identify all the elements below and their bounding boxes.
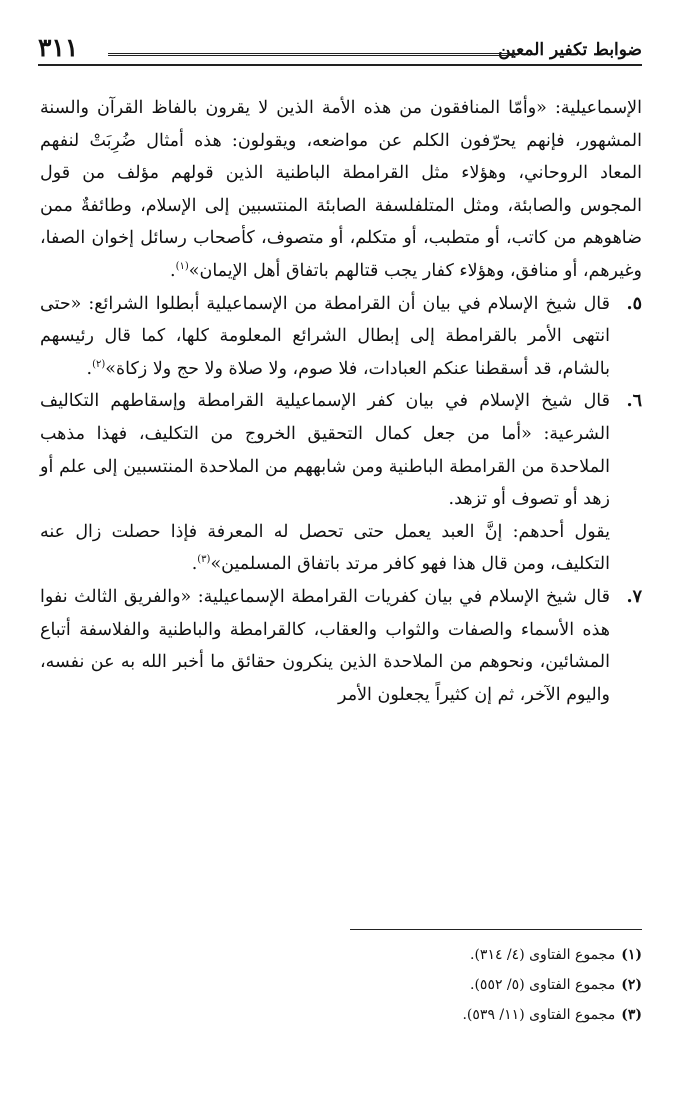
item-body: قال شيخ الإسلام في بيان كفر الإسماعيلية القرامطة وإسقاطهم التكاليف الشرعية: «أما من جعل كمال التحقيق الخروج من التكليف، فهذا مذهب الملاحدة من القرامطة الباطنية ومن شابههم من الملاحدة المنتسبين إلى علم أو زهد أو تصوف أو تزهد. xyxy=(40,391,610,510)
footnote xyxy=(40,970,642,1000)
list-item xyxy=(40,581,642,711)
footnote-ref: (١) xyxy=(175,261,189,273)
footnote-separator xyxy=(350,929,642,930)
paragraph-end: . xyxy=(86,358,93,379)
paragraph-text xyxy=(40,516,610,581)
footnote-ref: (٢) xyxy=(92,358,106,370)
list-item xyxy=(40,385,642,515)
item-body: قال شيخ الإسلام في بيان أن القرامطة من الإسماعيلية أبطلوا الشرائع: «حتى انتهى الأمر بالقرامطة إلى إبطال الشرائع المعلومة كلها، كما قال رئيسهم بالشام، قد أسقطنا عنكم العبادات، فلا صوم، ولا صلاة ولا حج ولا زكاة» xyxy=(40,293,610,379)
footnotes xyxy=(40,940,642,1030)
item-number: ٦. xyxy=(626,391,642,412)
paragraph-continuation xyxy=(40,92,642,288)
footnote-text: مجموع الفتاوى (٥/ ٥٥٢). xyxy=(470,977,616,993)
item-number: ٧. xyxy=(626,586,642,607)
footnote xyxy=(40,1000,642,1030)
header-title: ضوابط تكفير المعين xyxy=(498,40,642,60)
paragraph-text: الإسماعيلية: «وأمّا المنافقون من هذه الأمة الذين لا يقرون بالفاظ القرآن والسنة المشهور، فإنهم يحرّفون الكلم عن مواضعه، ويقولون: هذه أمثال ضُرِبَتْ لنفهم المعاد الروحاني، وهؤلاء مثل القرامطة الباطنية الذين قولهم مؤلف من قول المجوس والصابئة، ومثل المتلفلسفة الصابئة المنتسبين إلى الإسلام، وطائفةٌ ممن ضاهوهم من كاتب، أو متطبب، أو متكلم، أو متصوف، كأصحاب رسائل إخوان الصفا، وغيرهم، أو منافق، وهؤلاء كفار يجب قتالهم باتفاق أهل الإيمان» xyxy=(40,98,642,281)
paragraph-text xyxy=(40,385,610,515)
footnote-text: مجموع الفتاوى (٤/ ٣١٤). xyxy=(470,947,616,963)
running-header xyxy=(38,33,642,68)
list-item-continuation xyxy=(40,516,642,581)
item-body: يقول أحدهم: إنَّ العبد يعمل حتى تحصل له المعرفة فإذا حصلت زال عنه التكليف، ومن قال هذا فهو كافر مرتد باتفاق المسلمين» xyxy=(40,521,610,575)
footnote xyxy=(40,940,642,970)
list-item xyxy=(40,288,642,386)
footnote-number: (١) xyxy=(621,947,642,963)
paragraph-end: . xyxy=(170,260,176,281)
item-body: قال شيخ الإسلام في بيان كفريات القرامطة الإسماعيلية: «والفريق الثالث نفوا هذه الأسماء والصفات والثواب والعقاب، كالقرامطة والباطنية والفلاسفة أتباع المشائين، ونحوهم من الملاحدة الذين ينكرون حقائق ما أخبر الله به عن نفسه، واليوم الآخر، ثم إن كثيراً يجعلون الأمر xyxy=(40,586,610,705)
footnote-number: (٣) xyxy=(621,1007,642,1023)
header-divider xyxy=(38,64,642,66)
header-ornament-rule xyxy=(108,53,514,56)
paragraph-end: . xyxy=(191,554,198,575)
main-text xyxy=(40,92,642,711)
paragraph-text xyxy=(40,288,610,386)
paragraph-text xyxy=(40,581,610,711)
footnote-text: مجموع الفتاوى (١١/ ٥٣٩). xyxy=(462,1007,616,1023)
footnote-number: (٢) xyxy=(621,977,642,993)
item-number: ٥. xyxy=(626,293,642,314)
page-number: ٣١١ xyxy=(38,33,79,62)
footnote-ref: (٣) xyxy=(197,554,211,566)
